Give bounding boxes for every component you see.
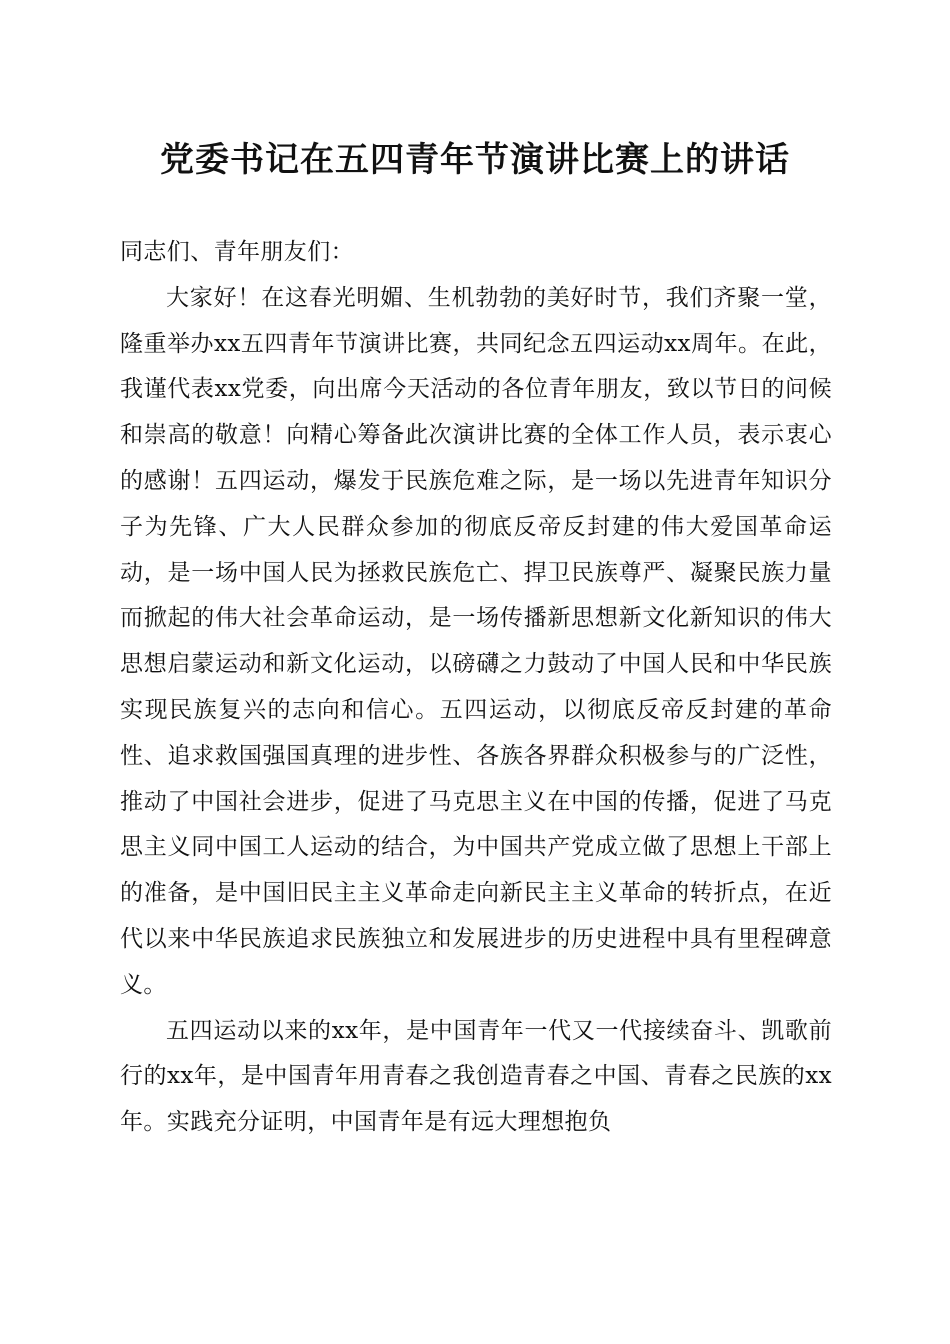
paragraph-1: 大家好！在这春光明媚、生机勃勃的美好时节，我们齐聚一堂，隆重举办xx五四青年节演讲比赛，共同纪念五四运动xx周年。在此，我谨代表xx党委，向出席今天活动的各位青年朋友，致以节日的问候和崇高的敬意！向精心筹备此次演讲比赛的全体工作人员，表示衷心的感谢！五四运动，爆发于民族危难之际，是一场以先进青年知识分子为先锋、广大人民群众参加的彻底反帝反封建的伟大爱国革命运动，是一场中国人民为拯救民族危亡、捍卫民族尊严、凝聚民族力量而掀起的伟大社会革命运动，是一场传播新思想新文化新知识的伟大思想启蒙运动和新文化运动，以磅礴之力鼓动了中国人民和中华民族实现民族复兴的志向和信心。五四运动，以彻底反帝反封建的革命性、追求救国强国真理的进步性、各族各界群众积极参与的广泛性，推动了中国社会进步，促进了马克思主义在中国的传播，促进了马克思主义同中国工人运动的结合，为中国共产党成立做了思想上干部上的准备，是中国旧民主主义革命走向新民主主义革命的转折点，在近代以来中华民族追求民族独立和发展进步的历史进程中具有里程碑意义。 — [120, 284, 832, 998]
document-body — [120, 230, 832, 1146]
salutation: 同志们、青年朋友们： — [120, 239, 354, 265]
document-title: 党委书记在五四青年节演讲比赛上的讲话 — [160, 140, 790, 180]
paragraph-2: 五四运动以来的xx年，是中国青年一代又一代接续奋斗、凯歌前行的xx年，是中国青年用青春之我创造青春之中国、青春之民族的xx年。实践充分证明，中国青年是有远大理想抱负 — [120, 1017, 832, 1136]
